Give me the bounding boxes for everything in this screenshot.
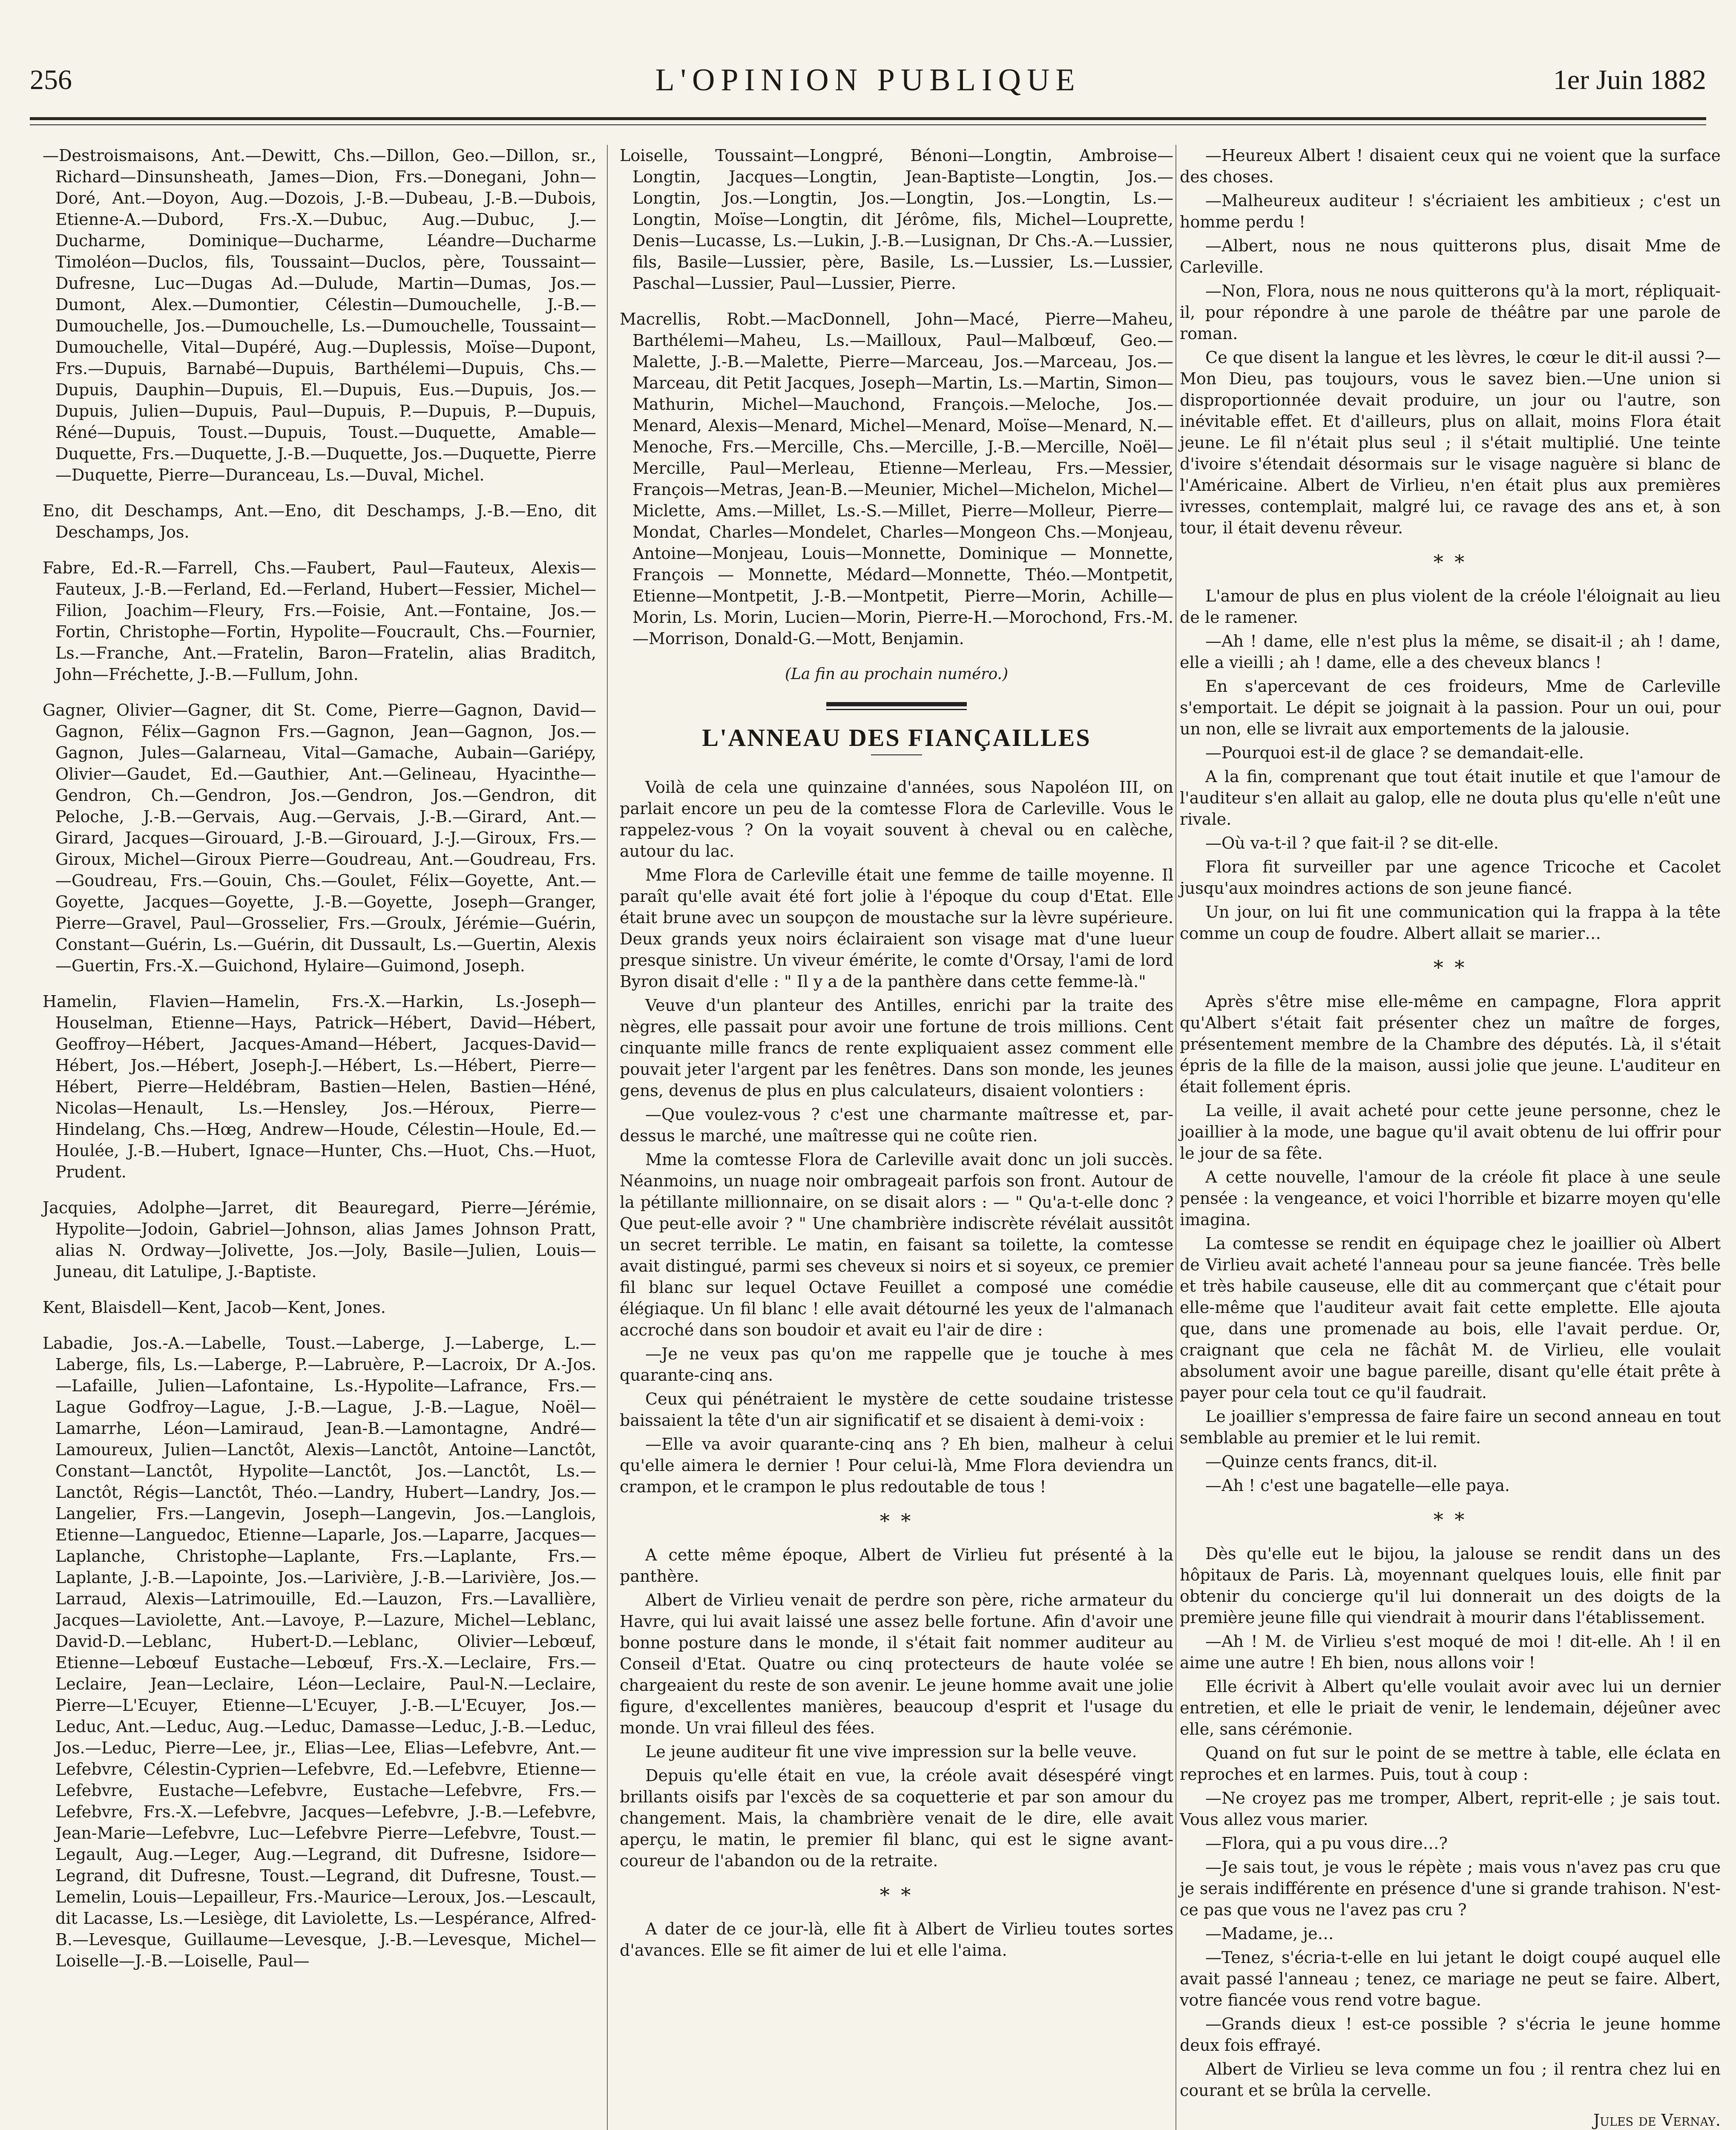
story-paragraph: L'amour de plus en plus violent de la créole l'éloignait au lieu de le ramener. <box>1180 587 1721 627</box>
section-separator: * * <box>1433 956 1467 979</box>
story-paragraph: Un jour, on lui fit une communication qui la frappa à la tête comme un coup de foudre. Albert allait se marier… <box>1180 903 1721 943</box>
publication-title: L'OPINION PUBLIQUE <box>655 63 1081 98</box>
names-paragraph: Jacquies, Adolphe—Jarret, dit Beauregard, Pierre—Jérémie, Hypolite—Jodoin, Gabriel—Johnson, alias James Johnson Pratt, alias N. Ordway—Jolivette, Jos.—Joly, Basile—Julien, Louis—Juneau, dit Latulipe, J.-Baptiste. <box>43 1198 596 1281</box>
story-paragraph: —Ah ! c'est une bagatelle—elle paya. <box>1205 1476 1510 1495</box>
story-paragraph: —Ne croyez pas me tromper, Albert, reprit-elle ; je sais tout. Vous allez vous marier. <box>1180 1789 1721 1829</box>
names-paragraph: Hamelin, Flavien—Hamelin, Frs.-X.—Harkin, Ls.-Joseph—Houselman, Etienne—Hays, Patrick—Hébert, David—Hébert, Geoffroy—Hébert, Jacques-Amand—Hébert, Jacques-David—Hébert, Jos.—Hébert, Joseph-J.—Hébert, Ls.—Hébert, Pierre—Hébert, Pierre—Heldébram, Bastien—Helen, Bastien—Héné, Nicolas—Henault, Ls.—Hensley, Jos.—Héroux, Pierre—Hindelang, Chs.—Hœg, Andrew—Houde, Célestin—Houle, Ed.—Houlée, J.-B.—Hubert, Ignace—Hunter, Chs.—Huot, Chs.—Huot, Prudent. <box>43 992 596 1181</box>
story-paragraph: La comtesse se rendit en équipage chez le joaillier où Albert de Virlieu avait acheté l'anneau pour sa jeune fiancée. Très belle et très habile causeuse, elle dit au commerçant que c'était pour elle-même que l'auditeur avait fait cette emplette. Elle ajouta que, dans une promenade au bois, elle l'avait perdue. Or, craignant que cela ne fâchât M. de Virlieu, elle voulait absolument avoir une bague pareille, disant qu'elle était prête à payer pour cela tout ce qu'il faudrait. <box>1180 1234 1721 1402</box>
issue-date: 1er Juin 1882 <box>1553 64 1706 95</box>
column-3 <box>1180 145 1721 2130</box>
section-rule <box>826 702 967 706</box>
continued-note: (La fin au prochain numéro.) <box>785 665 1009 683</box>
story-paragraph: —Je ne veux pas qu'on me rappelle que je touche à mes quarante-cinq ans. <box>620 1344 1173 1384</box>
story-paragraph: —Que voulez-vous ? c'est une charmante maîtresse et, par-dessus le marché, une maîtresse qui ne coûte rien. <box>620 1105 1173 1145</box>
story-paragraph: Mme Flora de Carleville était une femme de taille moyenne. Il paraît qu'elle avait été fort jolie à l'époque du coup d'Etat. Elle était brune avec un soupçon de moustache sur la lèvre supérieure. Deux grands yeux noirs éclairaient son visage mat d'une lueur presque sinistre. Un viveur émérite, le comte d'Orsay, l'ami de lord Byron disait d'elle : " Il y a de la panthère dans cette femme-là." <box>620 866 1173 991</box>
story-paragraph: —Ah ! dame, elle n'est plus la même, se disait-il ; ah ! dame, elle a vieilli ; ah ! dame, elle a des cheveux blancs ! <box>1180 632 1721 672</box>
story-paragraph: Depuis qu'elle était en vue, la créole avait désespéré vingt brillants oisifs par l'excès de sa coquetterie et par son amour du changement. Mais, la chambrière venait de le dire, elle avait aperçu, le matin, le premier fil blanc, qui est le signe avant-coureur de l'abandon ou de la retraite. <box>620 1766 1173 1870</box>
story-paragraph: Elle écrivit à Albert qu'elle voulait avoir avec lui un dernier entretien, et elle le priait de venir, le lendemain, déjeûner avec elle, sans cérémonie. <box>1180 1677 1721 1739</box>
masthead <box>30 64 1706 115</box>
section-separator: * * <box>1433 1508 1467 1531</box>
title-underline <box>871 754 922 755</box>
story-paragraph: Albert de Virlieu se leva comme un fou ; il rentra chez lui en courant et se brûla la cervelle. <box>1180 2060 1721 2100</box>
section-separator: * * <box>879 1509 914 1532</box>
story-paragraph: Voilà de cela une quinzaine d'années, sous Napoléon III, on parlait encore un peu de la comtesse Flora de Carleville. Vous le rappelez-vous ? On la voyait souvent à cheval ou en calèche, autour du lac. <box>620 778 1173 861</box>
story-paragraph: —Où va-t-il ? que fait-il ? se dit-elle. <box>1205 834 1499 852</box>
story-paragraph: Après s'être mise elle-même en campagne, Flora apprit qu'Albert s'était fait présenter chez un maître de forges, présentement membre de la Chambre des députés. Là, il s'était épris de la fille de la maison, aussi jolie que jeune. L'auditeur en était follement épris. <box>1180 992 1721 1096</box>
story-paragraph: La veille, il avait acheté pour cette jeune personne, chez le joaillier à la mode, une bague qu'il avait obtenu de lui offrir pour le jour de sa fête. <box>1180 1101 1721 1163</box>
story-paragraph: —Elle va avoir quarante-cinq ans ? Eh bien, malheur à celui qu'elle aimera le dernier ! Pour celui-là, Mme Flora deviendra un crampon, et le crampon le plus redoutable de tous ! <box>620 1435 1173 1496</box>
column-1 <box>43 145 596 1986</box>
story-paragraph: —Flora, qui a pu vous dire…? <box>1205 1834 1448 1853</box>
page-number: 256 <box>30 64 72 95</box>
names-paragraph: Eno, dit Deschamps, Ant.—Eno, dit Deschamps, J.-B.—Eno, dit Deschamps, Jos. <box>43 501 596 541</box>
story-paragraph: En s'apercevant de ces froideurs, Mme de Carleville s'emportait. Le dépit se joignait à la passion. Pour un oui, pour un non, elle se livrait aux emportements de la jalousie. <box>1180 677 1721 738</box>
names-paragraph: Fabre, Ed.-R.—Farrell, Chs.—Faubert, Paul—Fauteux, Alexis—Fauteux, J.-B.—Ferland, Ed.—Ferland, Hubert—Fessier, Michel—Filion, Joachim—Fleury, Frs.—Foisie, Ant.—Fontaine, Jos.—Fortin, Christophe—Fortin, Hypolite—Foucrault, Chs.—Fournier, Ls.—Franche, Ant.—Fratelin, Baron—Fratelin, alias Braditch, John—Fréchette, J.-B.—Fullum, John. <box>43 558 596 684</box>
story-paragraph: —Tenez, s'écria-t-elle en lui jetant le doigt coupé auquel elle avait passé l'anneau ; tenez, ce mariage ne peut se faire. Albert, votre fiancée vous rend votre bague. <box>1180 1948 1721 2009</box>
names-paragraph: Macrellis, Robt.—MacDonnell, John—Macé, Pierre—Maheu, Barthélemi—Maheu, Ls.—Mailloux, Paul—Malbœuf, Geo.—Malette, J.-B.—Malette, Pierre—Marceau, Jos.—Marceau, Jos.—Marceau, dit Petit Jacques, Joseph—Martin, Ls.—Martin, Simon—Mathurin, Michel—Mauchond, François.—Meloche, Jos.—Menard, Alexis—Menard, Michel—Menard, Moïse—Menard, N.—Menoche, Frs.—Mercille, Chs.—Mercille, J.-B.—Mercille, Noël—Mercille, Paul—Merleau, Etienne—Merleau, Frs.—Messier, François—Metras, Jean-B.—Meunier, Michel—Michelon, Michel—Miclette, Ams.—Millet, Ls.-S.—Millet, Pierre—Molleur, Pierre—Mondat, Charles—Mondelet, Charles—Mongeon Chs.—Monjeau, Antoine—Monjeau, Louis—Monnette, Dominique — Monnette, François — Monnette, Médard—Monnette, Théo.—Montpetit, Etienne—Montpetit, J.-B.—Montpetit, Pierre—Morin, Achille—Morin, Ls. Morin, Lucien—Morin, Pierre-H.—Morochond, Frs.-M.—Morrison, Donald-G.—Mott, Benjamin. <box>620 310 1173 648</box>
story-paragraph: Dès qu'elle eut le bijou, la jalouse se rendit dans un des hôpitaux de Paris. Là, moyennant quelques louis, elle finit par obtenir du concierge qu'il lui donnerait un des doigts de la première jeune fille qui viendrait à mourir dans l'établissement. <box>1180 1544 1721 1627</box>
story-paragraph: Mme la comtesse Flora de Carleville avait donc un joli succès. Néanmoins, un nuage noir ombrageait parfois son front. Autour de la pétillante millionnaire, on se disait alors : — " Qu'a-t-elle donc ? Que peut-elle avoir ? " Une chambrière indiscrète révélait aussitôt un secret terrible. Le matin, en faisant sa toilette, la comtesse avait distingué, parmi ses cheveux si noirs et si soyeux, ce premier fil blanc sur lequel Octave Feuillet a composé une comédie élégiaque. Un fil blanc ! elle avait détourné les yeux de l'almanach accroché dans son boudoir et avait eu l'air de dire : <box>620 1150 1173 1339</box>
masthead-rule-thin <box>30 124 1706 125</box>
story-paragraph: Albert de Virlieu venait de perdre son père, riche armateur du Havre, qui lui avait laissé une assez belle fortune. Afin d'avoir une bonne posture dans le monde, il s'était fait nommer auditeur au Conseil d'Etat. Quatre ou cinq protecteurs de haute volée se chargeaient du reste de son avenir. Le jeune homme avait une jolie figure, d'excellentes manières, beaucoup d'esprit et l'usage du monde. Un vrai filleul des fées. <box>620 1591 1173 1737</box>
names-paragraph: Kent, Blaisdell—Kent, Jacob—Kent, Jones. <box>43 1298 386 1317</box>
story-paragraph: —Grands dieux ! est-ce possible ? s'écria le jeune homme deux fois effrayé. <box>1180 2015 1721 2055</box>
story-paragraph: A cette même époque, Albert de Virlieu fut présenté à la panthère. <box>620 1546 1173 1586</box>
story-paragraph: —Non, Flora, nous ne nous quitterons qu'à la mort, répliquait-il, pour répondre à une parole de théâtre par une parole de roman. <box>1180 282 1721 343</box>
story-paragraph: A la fin, comprenant que tout était inutile et que l'amour de l'auditeur s'en allait au galop, elle ne douta plus qu'elle n'eût une rivale. <box>1180 767 1721 829</box>
story-title: L'ANNEAU DES FIANÇAILLES <box>702 724 1091 751</box>
story-paragraph: Ceux qui pénétraient le mystère de cette soudaine tristesse baissaient la tête d'un air significatif et se disaient à demi-voix : <box>620 1390 1173 1430</box>
column-divider <box>607 145 608 2130</box>
story-paragraph: Flora fit surveiller par une agence Tricoche et Cacolet jusqu'aux moindres actions de son jeune fiancé. <box>1180 858 1721 898</box>
names-paragraph: Loiselle, Toussaint—Longpré, Bénoni—Longtin, Ambroise—Longtin, Jacques—Longtin, Jean-Baptiste—Longtin, Jos.—Longtin, Jos.—Longtin, Jos.—Longtin, Jos.—Longtin, Ls.—Longtin, Moïse—Longtin, dit Jérôme, fils, Michel—Louprette, Denis—Lucasse, Ls.—Lukin, J.-B.—Lusignan, Dr Chs.-A.—Lussier, fils, Basile—Lussier, père, Basile, Ls.—Lussier, Ls.—Lussier, Paschal—Lussier, Paul—Lussier, Pierre. <box>620 146 1173 293</box>
author-signature: Jules de Vernay. <box>1593 2111 1721 2130</box>
story-paragraph: —Ah ! M. de Virlieu s'est moqué de moi ! dit-elle. Ah ! il en aime une autre ! Eh bien, nous allons voir ! <box>1180 1632 1721 1672</box>
story-paragraph: —Je sais tout, je vous le répète ; mais vous n'avez pas cru que je serais indifférente en présence d'une si grande trahison. N'est-ce pas que vous ne l'avez pas cru ? <box>1180 1858 1721 1919</box>
story-paragraph: Ce que disent la langue et les lèvres, le cœur le dit-il aussi ?—Mon Dieu, pas toujours, vous le savez bien.—Une union si disproportionnée devait produire, un jour ou l'autre, son inévitable effet. Et d'ailleurs, plus on allait, moins Flora était jeune. Le fil n'était plus seul ; il s'était multiplié. Une teinte d'ivoire s'étendait désormais sur le visage naguère si blanc de l'Américaine. Albert de Virlieu, n'en était plus aux premières ivresses, contemplait, malgré lui, ce ravage des ans et, à son tour, il était devenu rêveur. <box>1180 348 1721 537</box>
column-2 <box>620 145 1173 1963</box>
section-separator: * * <box>879 1883 914 1906</box>
story-paragraph: Veuve d'un planteur des Antilles, enrichi par la traite des nègres, elle passait pour avoir une fortune de trois millions. Cent cinquante mille francs de rente expliquaient assez comment elle pouvait jeter l'argent par les fenêtres. Dans son monde, les jeunes gens, devenus de plus en plus calculateurs, disaient volontiers : <box>620 996 1173 1100</box>
story-paragraph: —Pourquoi est-il de glace ? se demandait-elle. <box>1205 743 1584 762</box>
names-paragraph: Gagner, Olivier—Gagner, dit St. Come, Pierre—Gagnon, David—Gagnon, Félix—Gagnon Frs.—Gagnon, Jean—Gagnon, Jos.—Gagnon, Jules—Galarneau, Vital—Gamache, Aubain—Gariépy, Olivier—Gaudet, Ed.—Gauthier, Ant.—Gelineau, Hyacinthe—Gendron, Ch.—Gendron, Jos.—Gendron, Jos.—Gendron, dit Peloche, J.-B.—Gervais, Aug.—Gervais, J.-B.—Girard, Ant.—Girard, Jacques—Girouard, J.-B.—Girouard, J.-J.—Giroux, Frs.—Giroux, Michel—Giroux Pierre—Goudreau, Ant.—Goudreau, Frs.—Goudreau, Frs.—Gouin, Chs.—Goulet, Félix—Goyette, Ant.—Goyette, Jacques—Goyette, J.-B.—Goyette, Joseph—Granger, Pierre—Gravel, Paul—Grosselier, Frs.—Groulx, Jérémie—Guérin, Constant—Guérin, Ls.—Guérin, dit Dussault, Ls.—Guertin, Alexis—Guertin, Frs.-X.—Guichond, Hylaire—Guimond, Joseph. <box>43 701 596 975</box>
story-paragraph: A cette nouvelle, l'amour de la créole fit place à une seule pensée : la vengeance, et voici l'horrible et bizarre moyen qu'elle imagina. <box>1180 1168 1721 1229</box>
story-paragraph: —Albert, nous ne nous quitterons plus, disait Mme de Carleville. <box>1180 236 1721 276</box>
story-paragraph: —Malheureux auditeur ! s'écriaient les ambitieux ; c'est un homme perdu ! <box>1180 191 1721 231</box>
names-paragraph: —Destroismaisons, Ant.—Dewitt, Chs.—Dillon, Geo.—Dillon, sr., Richard—Dinsunsheath, James—Dion, Frs.—Donegani, John—Doré, Ant.—Doyon, Aug.—Dozois, J.-B.—Dubeau, J.-B.—Dubois, Etienne-A.—Dubord, Frs.-X.—Dubuc, Aug.—Dubuc, J.—Ducharme, Dominique—Ducharme, Léandre—Ducharme Timoléon—Duclos, fils, Toussaint—Duclos, père, Toussaint—Dufresne, Luc—Dugas Ad.—Dulude, Martin—Dumas, Jos.—Dumont, Alex.—Dumontier, Célestin—Dumouchelle, J.-B.—Dumouchelle, Jos.—Dumouchelle, Ls.—Dumouchelle, Toussaint—Dumouchelle, Vital—Dupéré, Aug.—Duplessis, Moïse—Dupont, Frs.—Dupuis, Barnabé—Dupuis, Barthélemi—Dupuis, Chs.—Dupuis, Dauphin—Dupuis, El.—Dupuis, Eus.—Dupuis, Jos.—Dupuis, Julien—Dupuis, Paul—Dupuis, P.—Dupuis, P.—Dupuis, Réné—Dupuis, Toust.—Dupuis, Toust.—Duquette, Amable—Duquette, Frs.—Duquette, J.-B.—Duquette, Jos.—Duquette, Pierre—Duquette, Pierre—Duranceau, Ls.—Duval, Michel. <box>43 146 596 484</box>
story-paragraph: Le joaillier s'empressa de faire faire un second anneau en tout semblable au premier et le lui remit. <box>1180 1407 1721 1447</box>
story-paragraph: —Madame, je… <box>1205 1924 1334 1943</box>
story-paragraph: —Quinze cents francs, dit-il. <box>1205 1452 1438 1471</box>
section-rule-thin <box>826 709 967 710</box>
story-paragraph: Quand on fut sur le point de se mettre à table, elle éclata en reproches et en larmes. Puis, tout à coup : <box>1180 1744 1721 1784</box>
story-paragraph: Le jeune auditeur fit une vive impression sur la belle veuve. <box>645 1742 1137 1761</box>
masthead-rule <box>30 117 1706 120</box>
names-paragraph: Labadie, Jos.-A.—Labelle, Toust.—Laberge, J.—Laberge, L.—Laberge, fils, Ls.—Laberge, P.—Labruère, P.—Lacroix, Dr A.-Jos.—Lafaille, Julien—Lafontaine, Ls.-Hypolite—Lafrance, Frs.—Lague Godfroy—Lague, J.-B.—Lague, J.-B.—Lague, Noël—Lamarrhe, Léon—Lamiraud, Jean-B.—Lamontagne, André—Lamoureux, Julien—Lanctôt, Alexis—Lanctôt, Antoine—Lanctôt, Constant—Lanctôt, Hypolite—Lanctôt, Jos.—Lanctôt, Ls.—Lanctôt, Régis—Lanctôt, Théo.—Landry, Hubert—Landry, Jos.—Langelier, Frs.—Langevin, Joseph—Langevin, Jos.—Langlois, Etienne—Languedoc, Etienne—Laparle, Jos.—Laparre, Jacques—Laplanche, Christophe—Laplante, Frs.—Laplante, Frs.—Laplante, J.-B.—Lapointe, Jos.—Larivière, J.-B.—Larivière, Jos.—Larraud, Alexis—Latrimouille, Ed.—Lauzon, Frs.—Lavallière, Jacques—Laviolette, Ant.—Lavoye, P.—Lazure, Michel—Leblanc, David-D.—Leblanc, Hubert-D.—Leblanc, Olivier—Lebœuf, Etienne—Lebœuf Eustache—Lebœuf, Frs.-X.—Leclaire, Frs.—Leclaire, Jean—Leclaire, Léon—Leclaire, Paul-N.—Leclaire, Pierre—L'Ecuyer, Etienne—L'Ecuyer, J.-B.—L'Ecuyer, Jos.—Leduc, Ant.—Leduc, Aug.—Leduc, Damasse—Leduc, J.-B.—Leduc, Jos.—Leduc, Pierre—Lee, jr., Elias—Lee, Elias—Lefebvre, Ant.—Lefebvre, Célestin-Cyprien—Lefebvre, Ed.—Lefebvre, Etienne—Lefebvre, Eustache—Lefebvre, Eustache—Lefebvre, Frs.—Lefebvre, Frs.-X.—Lefebvre, Jacques—Lefebvre, J.-B.—Lefebvre, Jean-Marie—Lefebvre, Luc—Lefebvre Pierre—Lefebvre, Toust.—Legault, Aug.—Leger, Aug.—Legrand, dit Dufresne, Isidore—Legrand, dit Dufresne, Toust.—Legrand, dit Dufresne, Toust.—Lemelin, Louis—Lepailleur, Frs.-Maurice—Leroux, Jos.—Lescault, dit Lacasse, Ls.—Lesiège, dit Laviolette, Ls.—Lespérance, Alfred-B.—Levesque, Guillaume—Levesque, J.-B.—Levesque, Michel—Loiselle—J.-B.—Loiselle, Paul— <box>43 1334 596 1970</box>
story-paragraph: —Heureux Albert ! disaient ceux qui ne voient que la surface des choses. <box>1180 146 1721 186</box>
story-paragraph: A dater de ce jour-là, elle fit à Albert de Virlieu toutes sortes d'avances. Elle se fit aimer de lui et elle l'aima. <box>620 1920 1173 1960</box>
section-separator: * * <box>1433 550 1467 573</box>
